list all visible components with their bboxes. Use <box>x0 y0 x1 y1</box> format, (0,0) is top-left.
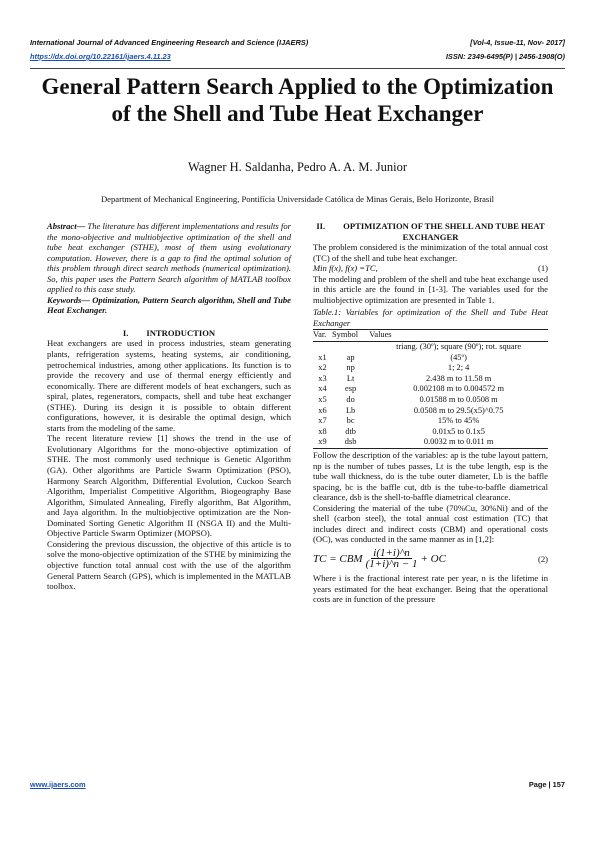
intro-paragraph-2: The recent literature review [1] shows the trend in the use of Evolutionary Algorithms for the mono-objective optimization of STHE. The most commonly used technique is Genetic Algorithm (GA). Other algorithms are Particle Swarm Optimization (PSO), Harmony Search Algorithm, Differential Evolution, Cuckoo Search Algorithm, Imperialist Competitive Algorithm, Biogeography Base Algorithm, Simulated Annealing, Firefly algorithm, Bat Algorithm, and Jaya algorithm. In the multiobjective optimization are the Non-Dominated Sorting Genetic Algorithm II (NSGA II) and the Multi-Objective Particle Swarm Optimizer (MOPSO). <box>47 433 291 539</box>
section-number: II. <box>316 221 326 231</box>
cell-var: x3 <box>318 373 327 383</box>
table-row <box>313 427 548 438</box>
right-column <box>313 221 548 605</box>
cell-var: x6 <box>318 405 327 415</box>
header-var: Var. <box>313 330 332 342</box>
table-row <box>313 437 548 448</box>
opt-paragraph-4: Considering the material of the tube (70%Cu, 30%Ni) and of the shell (carbon steel), the total annual cost estimation (TC) that includes direct and indirect costs (CBM) and operational costs (OC), was conducted in the same manner as in [1,2]: <box>313 502 548 545</box>
header-divider <box>30 68 565 69</box>
cell-var: x5 <box>318 395 327 405</box>
equation-1 <box>313 263 548 274</box>
cell-symbol: dsb <box>332 437 369 448</box>
opt-paragraph-2: The modeling and problem of the shell and tube heat exchange used in this article are the found in [1-3]. The variables used for the multiobjective optimization are presented in Table 1. <box>313 273 548 305</box>
cell-symbol: ap <box>346 352 355 362</box>
equation-1-number: (1) <box>537 263 548 274</box>
affiliation: Department of Mechanical Engineering, Pontifícia Universidade Católica de Minas Gerais, Belo Horizonte, Brasil <box>100 194 495 204</box>
cell-var: x9 <box>313 437 332 448</box>
equation-2-numerator: i(1+i)^n <box>373 546 410 559</box>
cell-values: 0.01588 m to 0.0508 m <box>419 395 498 405</box>
cell-var: x2 <box>318 363 327 373</box>
cell-var: x1 <box>318 352 327 362</box>
equation-2-number: (2) <box>537 553 548 564</box>
table-row <box>313 406 548 417</box>
equation-1-text: Min f(x), f(x) =TC, <box>313 263 378 274</box>
table-header-row <box>313 330 548 342</box>
table-row <box>313 374 548 385</box>
cell-values: 2.438 m to 11.58 m <box>425 373 492 383</box>
cell-symbol: np <box>346 363 355 373</box>
cell-symbol <box>332 342 369 353</box>
authors: Wagner H. Saldanha, Pedro A. A. M. Junior <box>187 160 408 174</box>
journal-website-link[interactable]: www.ijaers.com <box>30 780 86 789</box>
abstract-label: Abstract— <box>47 221 86 231</box>
left-column <box>47 221 291 592</box>
cell-symbol: do <box>346 395 355 405</box>
table-row <box>313 395 548 406</box>
issn-info: ISSN: 2349-6495(P) | 2456-1908(O) <box>445 52 565 61</box>
section-heading-optimization <box>313 221 548 242</box>
equation-2 <box>313 548 548 570</box>
cell-symbol: bc <box>346 416 355 426</box>
cell-symbol: Lt <box>346 373 355 383</box>
cell-values: 0.0032 m to 0.011 m <box>369 437 548 448</box>
cell-var: x7 <box>318 416 327 426</box>
paper-title: General Pattern Search Applied to the Optimization of the Shell and Tube Heat Exchanger <box>41 74 554 126</box>
equation-2-fraction <box>366 548 418 570</box>
cell-var: x8 <box>318 426 327 436</box>
opt-paragraph-3: Follow the description of the variables: ap is the tube layout pattern, np is the number of tubes passes, Lt is the tube length, esp is the tube wall thickness, do is the tube outer diameter, Lb is the baffle spacing, bc is the baffle cut, dtb is the tube-to-baffle diametrical clearance, dsb is the shell-to-baffle diametrical clearance. <box>313 450 548 503</box>
page-footer <box>30 780 565 789</box>
cell-var: x4 <box>318 384 327 394</box>
opt-paragraph-1: The problem considered is the minimization of the total annual cost (TC) of the shell and tube heat exchanger. <box>313 242 548 263</box>
cell-symbol: dtb <box>345 426 356 436</box>
cell-values: 0.01x5 to 0.1x5 <box>432 426 485 436</box>
cell-values: triang. (30º); square (90º); rot. square <box>396 342 522 352</box>
intro-paragraph-3: Considering the previous discussion, the objective of this article is to solve the mono-objective optimization of the STHE by minimizing the objective function total annual cost with the use of the algorithm General Pattern Search (GPS), which is implemented in the MATLAB toolbox. <box>47 538 291 592</box>
volume-info: [Vol-4, Issue-11, Nov- 2017] <box>470 38 565 47</box>
page-number: Page | 157 <box>528 780 565 789</box>
table-caption: Table.1: Variables for optimization of the Shell and Tube Heat Exchanger <box>313 307 548 328</box>
cell-values: 0.002108 m to 0.004572 m <box>413 384 504 394</box>
equation-2-lhs: TC = CBM <box>313 552 363 565</box>
abstract-text: The literature has different implementations and results for the mono-objective and multiobjective optimization of the shell and tube heat exchanger (STHE), most of them using evolutionary computation. However, there is a gap to find the optimal solution of this problem through direct search methods (numerical optimization). So, this paper uses the Pattern Search algorithm of MATLAB toolbox applied to this case study. <box>47 221 291 295</box>
page-header <box>30 38 565 61</box>
equation-2-denominator: (1+i)^n − 1 <box>365 558 418 571</box>
cell-var <box>313 342 332 353</box>
cell-values: 15% to 45% <box>437 416 480 426</box>
table-row <box>313 363 548 374</box>
intro-paragraph-1: Heat exchangers are used in process industries, steam generating plants, refrigeration systems, heating systems, air conditioning, petrochemical industries, among other applications. Its function is to provide the recovery and use of thermal energy efficiently and economically. There are different models of heat exchangers, such as spiral, plates, regenerators, compacts, shell and tube heat exchanger (STHE). During its design it is possible to obtain different configurations, however, it is desirable the optimal design, which starts from the modeling of the same. <box>47 338 291 433</box>
table-row <box>313 342 548 353</box>
header-symbol: Symbol <box>332 330 369 342</box>
abstract <box>47 221 291 295</box>
table-row <box>313 353 548 364</box>
keywords-text: Optimization, Pattern Search algorithm, Shell and Tube Heat Exchanger. <box>47 294 291 316</box>
section-number: I. <box>122 327 129 338</box>
cell-values: 1; 2; 4 <box>447 363 470 373</box>
cell-symbol: esp <box>345 384 357 394</box>
table-row <box>313 416 548 427</box>
section-title: INTRODUCTION <box>146 327 216 338</box>
section-heading-introduction <box>47 328 291 339</box>
table-row <box>313 384 548 395</box>
variables-table <box>313 329 548 449</box>
journal-name: International Journal of Advanced Engineering Research and Science (IJAERS) <box>30 38 309 47</box>
keywords-label: Keywords— <box>47 294 90 305</box>
cell-values: (45º) <box>450 352 467 362</box>
section-title: OPTIMIZATION OF THE SHELL AND TUBE HEAT EXCHANGER <box>343 221 545 242</box>
header-values: Values <box>369 330 548 342</box>
equation-2-rhs: + OC <box>420 552 446 565</box>
keywords <box>47 295 291 316</box>
opt-paragraph-5: Where i is the fractional interest rate per year, n is the lifetime in years estimated for the heat exchanger. Being that the operational costs are in function of the pressure <box>313 573 548 605</box>
cell-values: 0.0508 m to 29.5(x5)^0.75 <box>413 405 504 415</box>
doi-link[interactable]: https://dx.doi.org/10.22161/ijaers.4.11.23 <box>30 52 171 61</box>
cell-symbol: Lb <box>345 405 356 415</box>
